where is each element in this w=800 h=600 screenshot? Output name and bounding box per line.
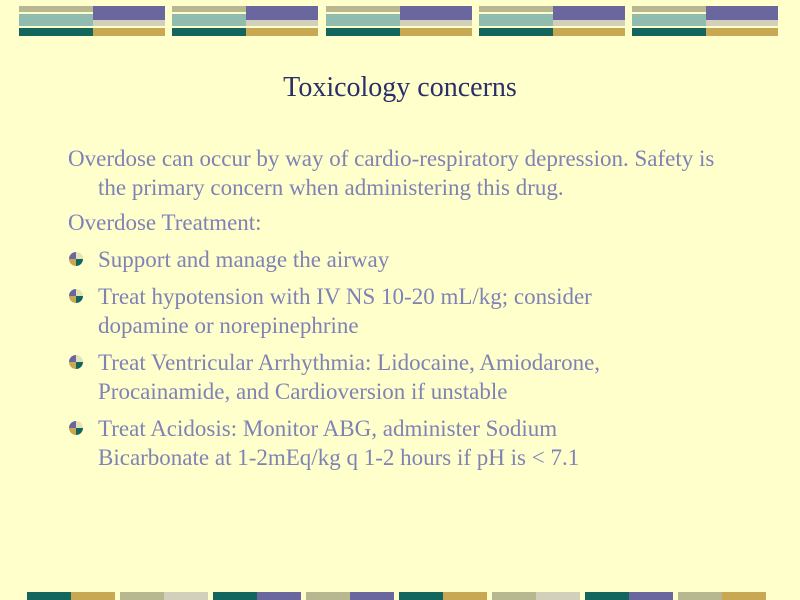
band-segment [306,592,350,600]
band-segment [585,592,629,600]
bullet-item [68,282,748,340]
bottom-decorative-band [0,592,800,600]
band-segment [71,592,115,600]
band-segment [213,592,257,600]
bullet-line: Procainamide, and Cardioversion if unstable [98,379,508,404]
band-block [326,6,472,36]
bullet-item [68,245,748,274]
bullet-line: Treat Ventricular Arrhythmia: Lidocaine, Amiodarone, [98,350,601,375]
band-segment [164,592,208,600]
bullet-item [68,414,748,472]
band-segment [492,592,536,600]
band-block [172,6,318,36]
bullet-line: dopamine or norepinephrine [98,313,359,338]
band-block [632,6,778,36]
top-decorative-band [0,6,800,36]
bullet-item [68,348,748,406]
quartered-sphere-bullet-icon [68,420,84,436]
band-segment [399,592,443,600]
bullet-line: Support and manage the airway [98,247,390,272]
band-block [19,6,165,36]
quartered-sphere-bullet-icon [68,288,84,304]
bullet-line: Treat hypotension with IV NS 10-20 mL/kg; consider [98,284,592,309]
band-segment [536,592,580,600]
band-segment [629,592,673,600]
quartered-sphere-bullet-icon [68,354,84,370]
band-segment [257,592,301,600]
band-segment [120,592,164,600]
slide-body [68,144,748,472]
band-segment [678,592,722,600]
band-segment [27,592,71,600]
quartered-sphere-bullet-icon [68,251,84,267]
body-paragraph: Overdose can occur by way of cardio-respiratory depression. Safety is the primary concern when administering this drug. [68,146,715,200]
band-block [479,6,625,36]
bullet-line: Bicarbonate at 1-2mEq/kg q 1-2 hours if pH is < 7.1 [98,445,580,470]
band-segment [443,592,487,600]
bullet-line: Treat Acidosis: Monitor ABG, administer Sodium [98,416,558,441]
body-paragraph: Overdose Treatment: [68,210,262,235]
slide-title: Toxicology concerns [283,72,517,103]
band-segment [722,592,766,600]
band-segment [350,592,394,600]
